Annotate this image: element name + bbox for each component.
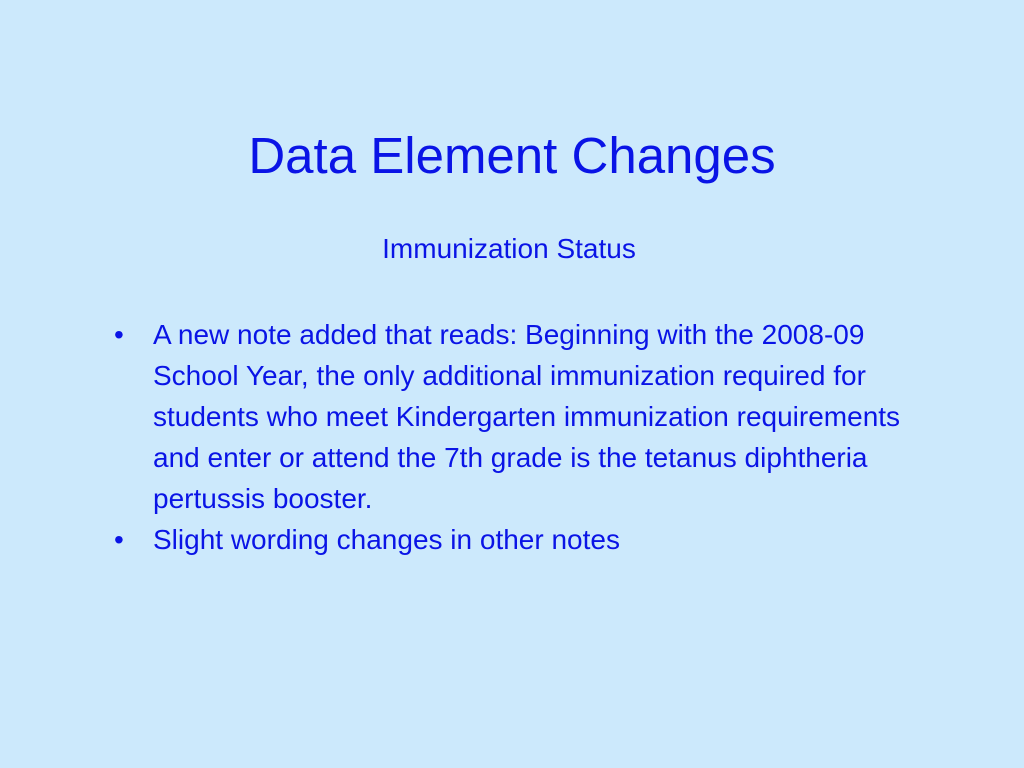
bullet-marker: • xyxy=(114,319,124,350)
bullet-item xyxy=(112,314,912,519)
bullet-list xyxy=(112,314,912,560)
bullet-text: A new note added that reads: Beginning with the 2008-09 School Year, the only additional immunization required for students who meet Kindergarten immunization requirements and enter or attend the 7th grade is the tetanus diphtheria pertussis booster. xyxy=(153,319,901,514)
bullet-item xyxy=(112,519,912,560)
slide-subtitle: Immunization Status xyxy=(382,233,636,264)
slide-title: Data Element Changes xyxy=(248,127,776,184)
bullet-marker: • xyxy=(114,524,124,555)
bullet-text: Slight wording changes in other notes xyxy=(153,524,620,555)
